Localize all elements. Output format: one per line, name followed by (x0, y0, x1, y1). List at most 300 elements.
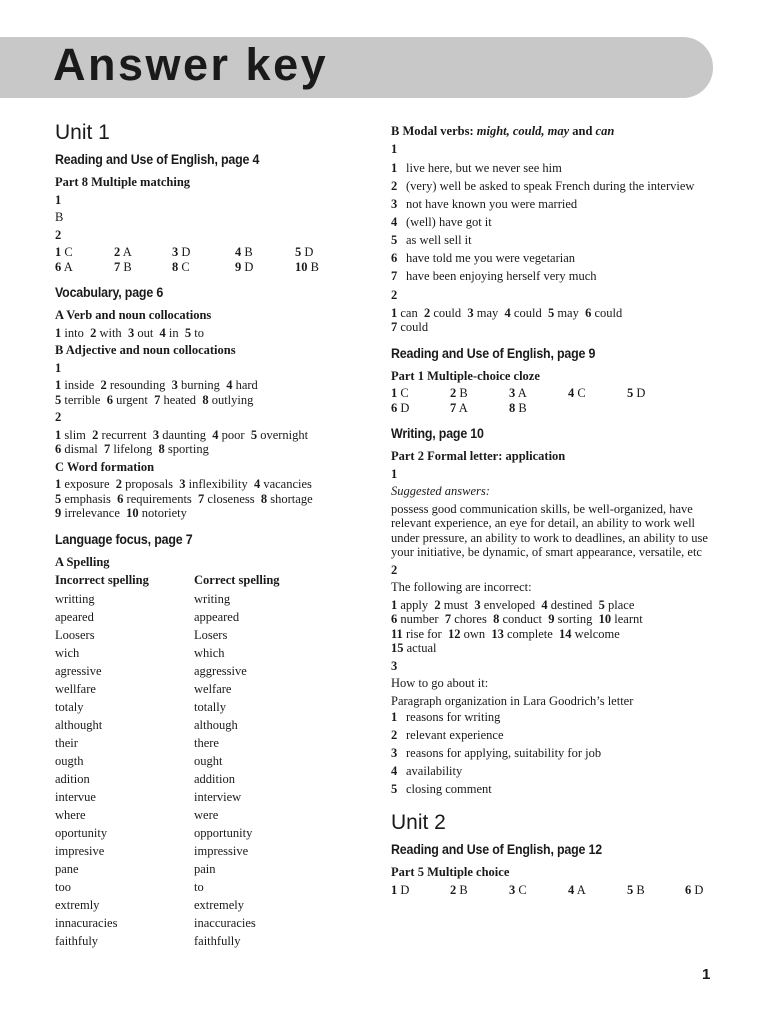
answer-value: B (518, 400, 527, 415)
section-heading: Reading and Use of English, page 4 (55, 152, 260, 167)
answer-item (685, 883, 725, 898)
right-column (391, 120, 721, 897)
answer-value: B (123, 259, 132, 274)
incorrect-spelling: wich (55, 646, 80, 660)
answer-number: 4 (568, 386, 575, 400)
answer-value: A (63, 259, 73, 274)
answer-value: complete (506, 626, 553, 641)
list-text: relevant experience (406, 728, 504, 742)
question-number: 2 (55, 410, 62, 424)
answer-value: daunting (162, 427, 207, 442)
answer-line (55, 442, 380, 457)
answer-value: conduct (502, 612, 543, 626)
answer-value: apply (400, 597, 429, 612)
paragraph: possess good communication skills, be well-organized, have relevant experience, an eye for detail, an ability to work well under pressure, an ability to work to deadlines, an ability to use your initiative, be dynamic, of smart appearance, versatile, etc (391, 501, 708, 559)
correct-spelling: opportunity (194, 826, 253, 840)
correct-spelling: welfare (194, 682, 232, 696)
answer-number: 4 (504, 305, 511, 320)
answer-value: C (64, 245, 73, 259)
incorrect-spelling: agressive (55, 664, 102, 678)
answer-value: place (608, 597, 635, 612)
correct-spelling: which (194, 646, 225, 660)
list-number: 6 (391, 251, 398, 265)
answer-number: 2 (100, 378, 107, 392)
incorrect-spelling: where (55, 808, 86, 822)
list-number: 7 (391, 269, 398, 283)
answer-value: proposals (125, 477, 174, 491)
list-text: reasons for writing (406, 710, 501, 724)
answer-value: A (576, 882, 586, 897)
answer-number: 13 (491, 626, 504, 641)
answer-number: 14 (559, 626, 572, 641)
answer-number: 10 (126, 506, 139, 520)
list-number: 3 (391, 746, 398, 760)
correct-spelling: appeared (194, 610, 240, 624)
page-number: 1 (702, 966, 711, 983)
answer-item (114, 260, 172, 275)
answer-number: 1 (391, 305, 398, 320)
answer-number: 7 (391, 320, 398, 334)
list-item (391, 708, 721, 726)
list-item (391, 780, 721, 798)
heading-can: can (595, 124, 615, 138)
answer-value: can (400, 305, 418, 320)
answer-number: 4 (568, 882, 575, 897)
answer-line (55, 477, 380, 492)
correct-spelling: totally (194, 700, 226, 714)
answer-value: into (64, 325, 84, 340)
answer-grid (391, 883, 721, 898)
answer-number: 6 (55, 442, 62, 456)
incorrect-spelling: their (55, 736, 78, 750)
correct-spelling: although (194, 718, 238, 732)
answer-value: D (304, 245, 314, 259)
answer-number: 3 (127, 325, 135, 340)
answer-number: 3 (172, 245, 179, 259)
numbered-list (391, 159, 721, 285)
answer-number: 8 (493, 612, 500, 626)
answer-item (295, 245, 335, 260)
answer-value: inside (64, 378, 95, 392)
answer-value: A (122, 245, 132, 259)
section-heading: Vocabulary, page 6 (55, 285, 164, 300)
column-header-correct: Correct spelling (194, 573, 280, 587)
list-item (391, 159, 721, 177)
answer-number: 1 (391, 386, 398, 400)
answer-number: 2 (115, 477, 122, 491)
incorrect-spelling: too (55, 880, 71, 894)
answer-value: D (244, 259, 254, 274)
correct-spelling: ought (194, 754, 223, 768)
answer-number: 8 (202, 392, 209, 407)
subsection-heading: B Adjective and noun collocations (55, 343, 236, 357)
answer-number: 7 (198, 491, 205, 506)
answer-value: in (168, 325, 179, 340)
answer-value: irrelevance (64, 506, 120, 520)
answer-item (391, 386, 450, 401)
answer-line (391, 306, 721, 321)
incorrect-spelling: writting (55, 592, 95, 606)
answer-value: learnt (614, 612, 643, 626)
answer-line (391, 612, 721, 627)
answer-value: B (244, 245, 253, 259)
subsection-heading: C Word formation (55, 459, 155, 474)
incorrect-spelling: wellfare (55, 682, 96, 696)
answer-number: 8 (509, 400, 516, 415)
answer-value: could (594, 305, 623, 320)
answer-value: recurrent (101, 427, 147, 442)
list-number: 2 (391, 179, 398, 193)
subsection-heading: A Spelling (55, 554, 110, 569)
list-item (391, 744, 721, 762)
list-item (391, 213, 721, 231)
answer-item (235, 260, 295, 275)
instruction-text: The following are incorrect: (391, 580, 532, 594)
answer-number: 1 (55, 245, 62, 259)
list-number: 1 (391, 161, 398, 175)
answer-number: 1 (55, 427, 62, 442)
list-item (391, 762, 721, 780)
left-column (55, 120, 380, 950)
answer-value: D (181, 245, 191, 259)
list-item (391, 177, 721, 195)
answer-number: 3 (152, 427, 160, 442)
question-number: 1 (55, 192, 62, 207)
correct-spelling: impressive (194, 844, 249, 858)
answer-value: A (458, 400, 468, 415)
list-item (391, 249, 721, 267)
heading-and: and (569, 124, 596, 138)
answer-number: 7 (103, 442, 111, 456)
unit-heading: Unit 2 (391, 811, 446, 834)
answer-number: 7 (154, 392, 161, 407)
answer-number: 4 (212, 427, 219, 442)
answer-number: 2 (114, 245, 121, 259)
answer-item (509, 401, 568, 416)
answer-item (391, 401, 450, 416)
answer-number: 3 (509, 386, 516, 400)
answer-number: 6 (55, 259, 62, 274)
list-text: (well) have got it (406, 215, 492, 229)
answer-number: 6 (391, 612, 398, 626)
correct-spelling: writing (194, 592, 231, 606)
part-heading: Part 2 Formal letter: application (391, 449, 566, 463)
answer-value: C (400, 386, 409, 400)
column-header-incorrect: Incorrect spelling (55, 573, 149, 587)
correct-spelling: extremely (194, 898, 244, 912)
correct-spelling: there (194, 736, 219, 750)
answer-number: 1 (391, 882, 398, 897)
list-item (391, 267, 721, 285)
list-text: availability (406, 764, 463, 778)
answer-value: rise for (405, 626, 442, 641)
suggested-label: Suggested answers: (391, 484, 490, 498)
answer-value: sorting (557, 612, 593, 626)
answer-item (172, 245, 235, 260)
answer-line (55, 326, 380, 341)
answer-number: 1 (55, 378, 62, 392)
answer-number: 8 (260, 491, 268, 506)
list-text: have been enjoying herself very much (406, 269, 597, 283)
answer-line (55, 428, 380, 443)
list-text: have told me you were vegetarian (406, 251, 576, 265)
answer-item (55, 245, 114, 260)
incorrect-spelling: totaly (55, 700, 84, 714)
answer-item (509, 883, 568, 898)
answer-number: 2 (92, 427, 99, 442)
answer-number: 4 (235, 245, 242, 259)
answer-number: 4 (253, 477, 261, 491)
correct-spelling: were (194, 808, 219, 822)
answer-number: 9 (235, 259, 242, 274)
question-number: 1 (391, 466, 398, 481)
answer-number: 6 (585, 305, 592, 320)
question-number: 3 (391, 658, 398, 673)
answer-number: 2 (423, 305, 431, 320)
list-item (391, 231, 721, 249)
answer-number: 3 (509, 882, 516, 897)
answer-value: slim (64, 427, 86, 442)
answer-value: number (400, 612, 439, 626)
correct-spelling: Losers (194, 628, 228, 642)
answer-number: 6 (106, 392, 113, 407)
answer-value: C (577, 386, 586, 400)
answer-value: B (310, 259, 319, 274)
instruction-text: Paragraph organization in Lara Goodrich’s letter (391, 693, 634, 708)
answer-number: 10 (598, 612, 612, 626)
answer-line (55, 492, 380, 507)
list-item (391, 195, 721, 213)
answer-number: 6 (117, 491, 124, 506)
answer-number: 5 (55, 392, 62, 407)
page-title: Answer key (53, 39, 329, 90)
numbered-list (391, 708, 721, 798)
answer-line (55, 378, 380, 393)
answer-number: 2 (450, 386, 457, 400)
answer-number: 3 (474, 597, 481, 612)
question-number: 2 (391, 562, 398, 577)
list-number: 1 (391, 710, 398, 724)
incorrect-spelling: pane (55, 862, 79, 876)
correct-spelling: interview (194, 790, 242, 804)
answer-value: B (459, 882, 468, 897)
answer-value: could (433, 305, 462, 320)
correct-spelling: addition (194, 772, 235, 786)
answer-number: 5 (250, 427, 258, 442)
answer-item (295, 260, 335, 275)
answer-number: 5 (55, 491, 62, 506)
answer-value: requirements (126, 491, 192, 506)
answer-value: B (636, 882, 645, 897)
answer-number: 15 (391, 641, 404, 655)
incorrect-spelling: althought (55, 718, 103, 732)
answer-value: could (513, 305, 542, 320)
spelling-table (55, 572, 380, 950)
answer-value: to (194, 325, 205, 340)
answer-value: notoriety (141, 506, 187, 520)
list-text: as well sell it (406, 233, 472, 247)
question-number: 2 (391, 288, 398, 302)
list-number: 4 (391, 764, 398, 778)
answer-value: could (400, 320, 429, 334)
list-number: 5 (391, 233, 398, 247)
correct-spelling: to (194, 880, 204, 894)
answer-value: resounding (109, 378, 166, 392)
incorrect-spelling: oportunity (55, 826, 108, 840)
answer-item (627, 386, 687, 401)
answer-item (568, 883, 627, 898)
list-number: 2 (391, 728, 398, 742)
answer-number: 5 (547, 305, 555, 320)
answer-value: emphasis (64, 491, 111, 506)
incorrect-spelling: intervue (55, 790, 96, 804)
answer-number: 2 (434, 597, 441, 612)
answer-number: 4 (541, 597, 548, 612)
answer-value: inflexibility (188, 477, 248, 491)
answer-value: closeness (207, 491, 255, 506)
incorrect-spelling: apeared (55, 610, 94, 624)
incorrect-spelling: faithfuly (55, 934, 99, 948)
incorrect-spelling: extremly (55, 898, 100, 912)
answer-value: D (400, 882, 410, 897)
answer-number: 6 (685, 882, 692, 897)
answer-number: 1 (55, 325, 62, 340)
answer-number: 5 (598, 597, 605, 612)
section-heading: Reading and Use of English, page 9 (391, 345, 596, 361)
answer-value: hard (235, 378, 258, 392)
answer-line (391, 598, 721, 613)
answer-value: burning (181, 378, 220, 392)
answer-line (55, 506, 380, 521)
answer-value: may (557, 305, 579, 320)
answer-number: 5 (295, 245, 302, 259)
answer-number: 3 (467, 305, 474, 320)
answer-item (55, 260, 114, 275)
list-number: 4 (391, 215, 398, 229)
answer-number: 6 (391, 400, 398, 415)
answer-value: C (518, 882, 527, 897)
answer-value: B (459, 386, 468, 400)
answer-number: 3 (179, 477, 186, 491)
answer-value: vacancies (263, 477, 312, 491)
answer-value: must (443, 597, 469, 612)
answer-line (391, 641, 721, 656)
answer-value: may (476, 305, 499, 320)
unit-heading: Unit 1 (55, 121, 110, 144)
answer-grid (391, 386, 721, 415)
answer-value: outlying (211, 392, 254, 407)
answer-number: 2 (450, 882, 457, 897)
answer-value: lifelong (113, 442, 153, 456)
instruction-text: How to go about it: (391, 676, 489, 690)
answer-value: A (517, 386, 527, 400)
answer-number: 9 (548, 612, 555, 626)
answer-number: 8 (158, 442, 165, 456)
answer-number: 5 (627, 386, 634, 400)
answer-value: D (694, 882, 704, 897)
heading-prefix: B Modal verbs: (391, 124, 477, 138)
answer-value: welcome (574, 626, 620, 641)
list-text: live here, but we never see him (406, 161, 562, 175)
list-number: 5 (391, 782, 398, 796)
list-text: not have known you were married (406, 197, 578, 211)
answer-number: 5 (184, 325, 192, 340)
answer-item (450, 386, 509, 401)
answer-number: 7 (450, 400, 457, 415)
answer-value: terrible (64, 392, 101, 407)
answer-number: 12 (447, 626, 461, 641)
answer-item (509, 386, 568, 401)
answer-value: shortage (270, 491, 313, 506)
answer-number: 1 (391, 597, 398, 612)
answer-value: overnight (260, 427, 309, 442)
answer-number: 4 (159, 325, 166, 340)
section-heading: Writing, page 10 (391, 426, 484, 441)
answer-number: 2 (90, 325, 97, 340)
answer-value: poor (221, 427, 245, 442)
part-heading: Part 1 Multiple-choice cloze (391, 368, 540, 383)
incorrect-spelling: innacuracies (55, 916, 118, 930)
list-number: 3 (391, 197, 398, 211)
heading-italic: might, could, may (476, 124, 570, 138)
part-heading: Part 8 Multiple matching (55, 175, 191, 189)
answer-grid (55, 245, 380, 274)
answer-value: heated (163, 392, 197, 407)
correct-spelling: faithfully (194, 934, 241, 948)
answer-number: 7 (444, 612, 452, 626)
answer-value: destined (550, 597, 593, 612)
answer-line (391, 320, 721, 335)
answer-line (55, 393, 380, 408)
answer-number: 9 (55, 506, 62, 520)
answer-value: out (137, 325, 154, 340)
answer-number: 11 (391, 626, 403, 641)
section-heading: Language focus, page 7 (55, 531, 193, 547)
answer-number: 3 (171, 378, 178, 392)
question-number: 2 (55, 227, 62, 242)
answer-number: 8 (172, 259, 179, 274)
answer-value: exposure (64, 477, 110, 491)
answer-item (450, 401, 509, 416)
answer-text: B (55, 210, 64, 224)
answer-value: D (400, 400, 410, 415)
answer-number: 4 (226, 378, 233, 392)
answer-value: enveloped (483, 597, 536, 612)
answer-item (235, 245, 295, 260)
subsection-heading (391, 124, 721, 139)
answer-number: 1 (55, 477, 62, 491)
answer-value: urgent (116, 392, 148, 407)
answer-item (450, 883, 509, 898)
answer-line (391, 627, 721, 642)
list-text: closing comment (406, 782, 492, 796)
answer-value: actual (406, 641, 437, 655)
correct-spelling: pain (194, 862, 216, 876)
part-heading: Part 5 Multiple choice (391, 865, 510, 879)
incorrect-spelling: impresive (55, 844, 105, 858)
answer-number: 5 (627, 882, 634, 897)
incorrect-spelling: adition (55, 772, 90, 786)
answer-value: with (99, 325, 122, 340)
answer-item (627, 883, 685, 898)
answer-item (172, 260, 235, 275)
incorrect-spelling: Loosers (55, 628, 95, 642)
section-heading: Reading and Use of English, page 12 (391, 842, 602, 857)
answer-item (114, 245, 172, 260)
question-number: 1 (55, 360, 62, 375)
answer-item (391, 883, 450, 898)
answer-value: D (636, 386, 646, 400)
